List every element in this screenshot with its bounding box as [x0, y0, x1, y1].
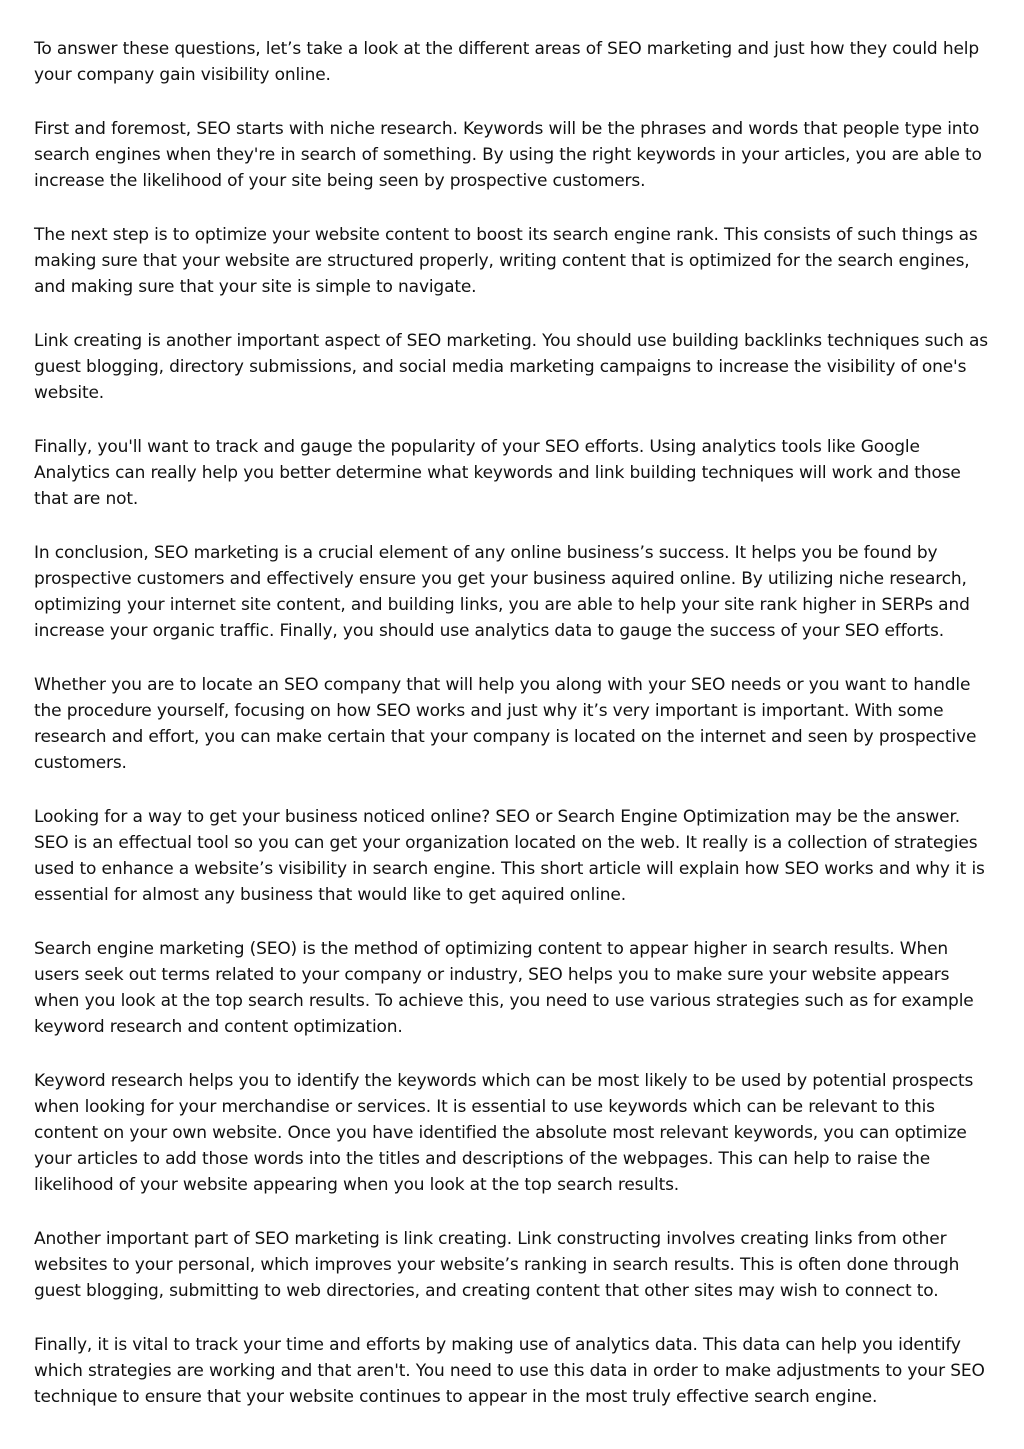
- paragraph-4: Link creating is another important aspect of SEO marketing. You should use building backlinks techniques such as guest blogging, directory submissions, and social media marketing campaigns to increase the visibility of one's website.: [34, 331, 988, 403]
- paragraph-2: First and foremost, SEO starts with niche research. Keywords will be the phrases and words that people type into search engines when they're in search of something. By using the right keywords in your articles, you are able to increase the likelihood of your site being seen by prospective customers.: [34, 119, 982, 191]
- paragraph-6: In conclusion, SEO marketing is a crucial element of any online business’s success. It helps you be found by prospective customers and effectively ensure you get your business aquired online. By utilizing niche research, optimizing your internet site content, and building links, you are able to help your site rank higher in SERPs and increase your organic traffic. Finally, you should use analytics data to gauge the success of your SEO efforts.: [34, 543, 970, 641]
- document-body: [34, 36, 996, 1438]
- paragraph-9: Search engine marketing (SEO) is the method of optimizing content to appear higher in search results. When users seek out terms related to your company or industry, SEO helps you to make sure your website appears when you look at the top search results. To achieve this, you need to use various strategies such as for example keyword research and content optimization.: [34, 939, 974, 1037]
- paragraph-3: The next step is to optimize your website content to boost its search engine rank. This consists of such things as making sure that your website are structured properly, writing content that is optimized for the search engines, and making sure that your site is simple to navigate.: [34, 225, 978, 297]
- paragraph-8: Looking for a way to get your business noticed online? SEO or Search Engine Optimization may be the answer. SEO is an effectual tool so you can get your organization located on the web. It really is a collection of strategies used to enhance a website’s visibility in search engine. This short article will explain how SEO works and why it is essential for almost any business that would like to get aquired online.: [34, 807, 985, 905]
- paragraph-12: Finally, it is vital to track your time and efforts by making use of analytics data. This data can help you identify which strategies are working and that aren't. You need to use this data in order to make adjustments to your SEO technique to ensure that your website continues to appear in the most truly effective search engine.: [34, 1335, 985, 1407]
- paragraph-5: Finally, you'll want to track and gauge the popularity of your SEO efforts. Using analytics tools like Google Analytics can really help you better determine what keywords and link building techniques will work and those that are not.: [34, 437, 961, 509]
- paragraph-7: Whether you are to locate an SEO company that will help you along with your SEO needs or you want to handle the procedure yourself, focusing on how SEO works and just why it’s very important is important. With some research and effort, you can make certain that your company is located on the internet and seen by prospective customers.: [34, 675, 977, 773]
- paragraph-1: To answer these questions, let’s take a look at the different areas of SEO marketing and just how they could help your company gain visibility online.: [34, 39, 979, 85]
- paragraph-10: Keyword research helps you to identify the keywords which can be most likely to be used by potential prospects when looking for your merchandise or services. It is essential to use keywords which can be relevant to this content on your own website. Once you have identified the absolute most relevant keywords, you can optimize your articles to add those words into the titles and descriptions of the webpages. This can help to raise the likelihood of your website appearing when you look at the top search results.: [34, 1071, 974, 1195]
- paragraph-11: Another important part of SEO marketing is link creating. Link constructing involves creating links from other websites to your personal, which improves your website’s ranking in search results. This is often done through guest blogging, submitting to web directories, and creating content that other sites may wish to connect to.: [34, 1229, 960, 1301]
